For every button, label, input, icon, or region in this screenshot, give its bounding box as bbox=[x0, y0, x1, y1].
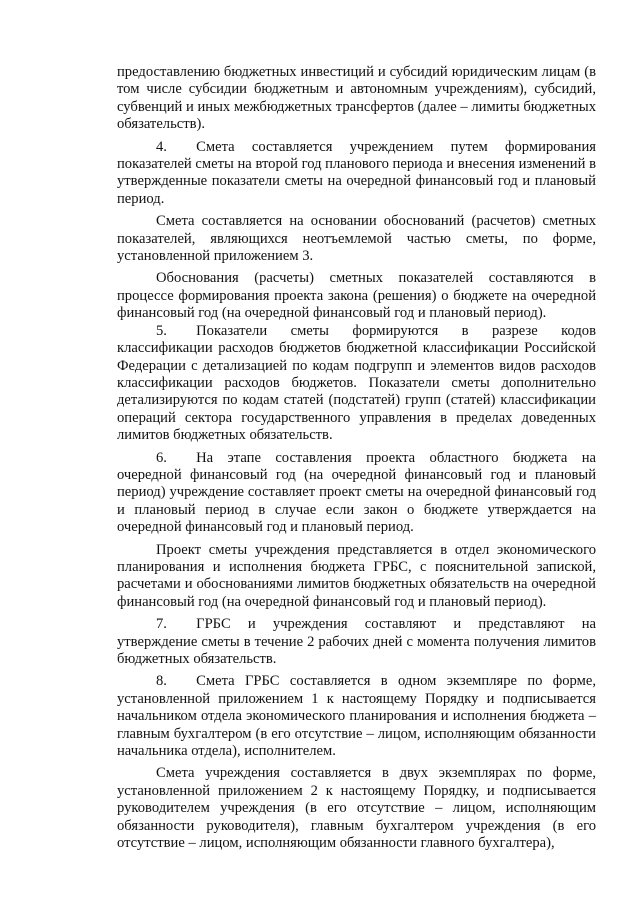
paragraph-draft-estimate: Проект сметы учреждения представляется в отдел экономического планирования и исполнения бюджета ГРБС, с пояснительной запиской, расчетами и обоснованиями лимитов бюджетных обязательств на очередной финансовый год (на очередной финансовый год и плановый период). bbox=[117, 541, 596, 610]
paragraph-item-6: 6. На этапе составления проекта областного бюджета на очередной финансовый год (на очередной финансовый год и плановый период) учреждение составляет проект сметы на очередной финансовый год и плановый период в случае если закон о бюджете утверждается на очередной финансовый год и плановый период. bbox=[117, 449, 596, 536]
paragraph-estimate-basis: Смета составляется на основании обоснований (расчетов) сметных показателей, являющихся неотъемлемой частью сметы, по форме, установленной приложением 3. bbox=[117, 213, 596, 265]
paragraph-institution-estimate: Смета учреждения составляется в двух экземплярах по форме, установленной приложением 2 к настоящему Порядку, и подписывается руководителем учреждения (в его отсутствие – лицом, исполняющим обязанности руководителя), главным бухгалтером учреждения (в его отсутствие – лицом, исполняющим обязанности главного бухгалтера), bbox=[117, 765, 596, 852]
paragraph-limits-continuation: предоставлению бюджетных инвестиций и субсидий юридическим лицам (в том числе субсидии бюджетным и автономным учреждениям), субсидий, субвенций и иных межбюджетных трансфертов (далее – лимиты бюджетных обязательств). bbox=[117, 64, 596, 133]
paragraph-item-7: 7. ГРБС и учреждения составляют и представляют на утверждение сметы в течение 2 рабочих дней с момента получения лимитов бюджетных обязательств. bbox=[117, 616, 596, 667]
paragraph-item-8: 8. Смета ГРБС составляется в одном экземпляре по форме, установленной приложением 1 к настоящему Порядку и подписывается начальником отдела экономического планирования и исполнения бюджета – главным бухгалтером (в его отсутствие – лицом, исполняющим обязанности начальника отдела), исполнителем. bbox=[117, 673, 596, 760]
paragraph-justifications: Обоснования (расчеты) сметных показателей составляются в процессе формирования проекта закона (решения) о бюджете на очередной финансовый год (на очередной финансовый год и плановый период). bbox=[117, 270, 596, 322]
paragraph-item-4: 4. Смета составляется учреждением путем формирования показателей сметы на второй год планового периода и внесения изменений в утвержденные показатели сметы на очередной финансовый год и плановый период. bbox=[117, 138, 596, 207]
paragraph-item-5: 5. Показатели сметы формируются в разрезе кодов классификации расходов бюджетов бюджетной классификации Российской Федерации с детализацией по кодам подгрупп и элементов видов расходов классификации расходов бюджетов. Показатели сметы дополнительно детализируются по кодам статей (подстатей) групп (статей) классификации операций сектора государственного управления в пределах доведенных лимитов бюджетных обязательств. bbox=[117, 322, 596, 444]
document-page bbox=[117, 64, 596, 852]
